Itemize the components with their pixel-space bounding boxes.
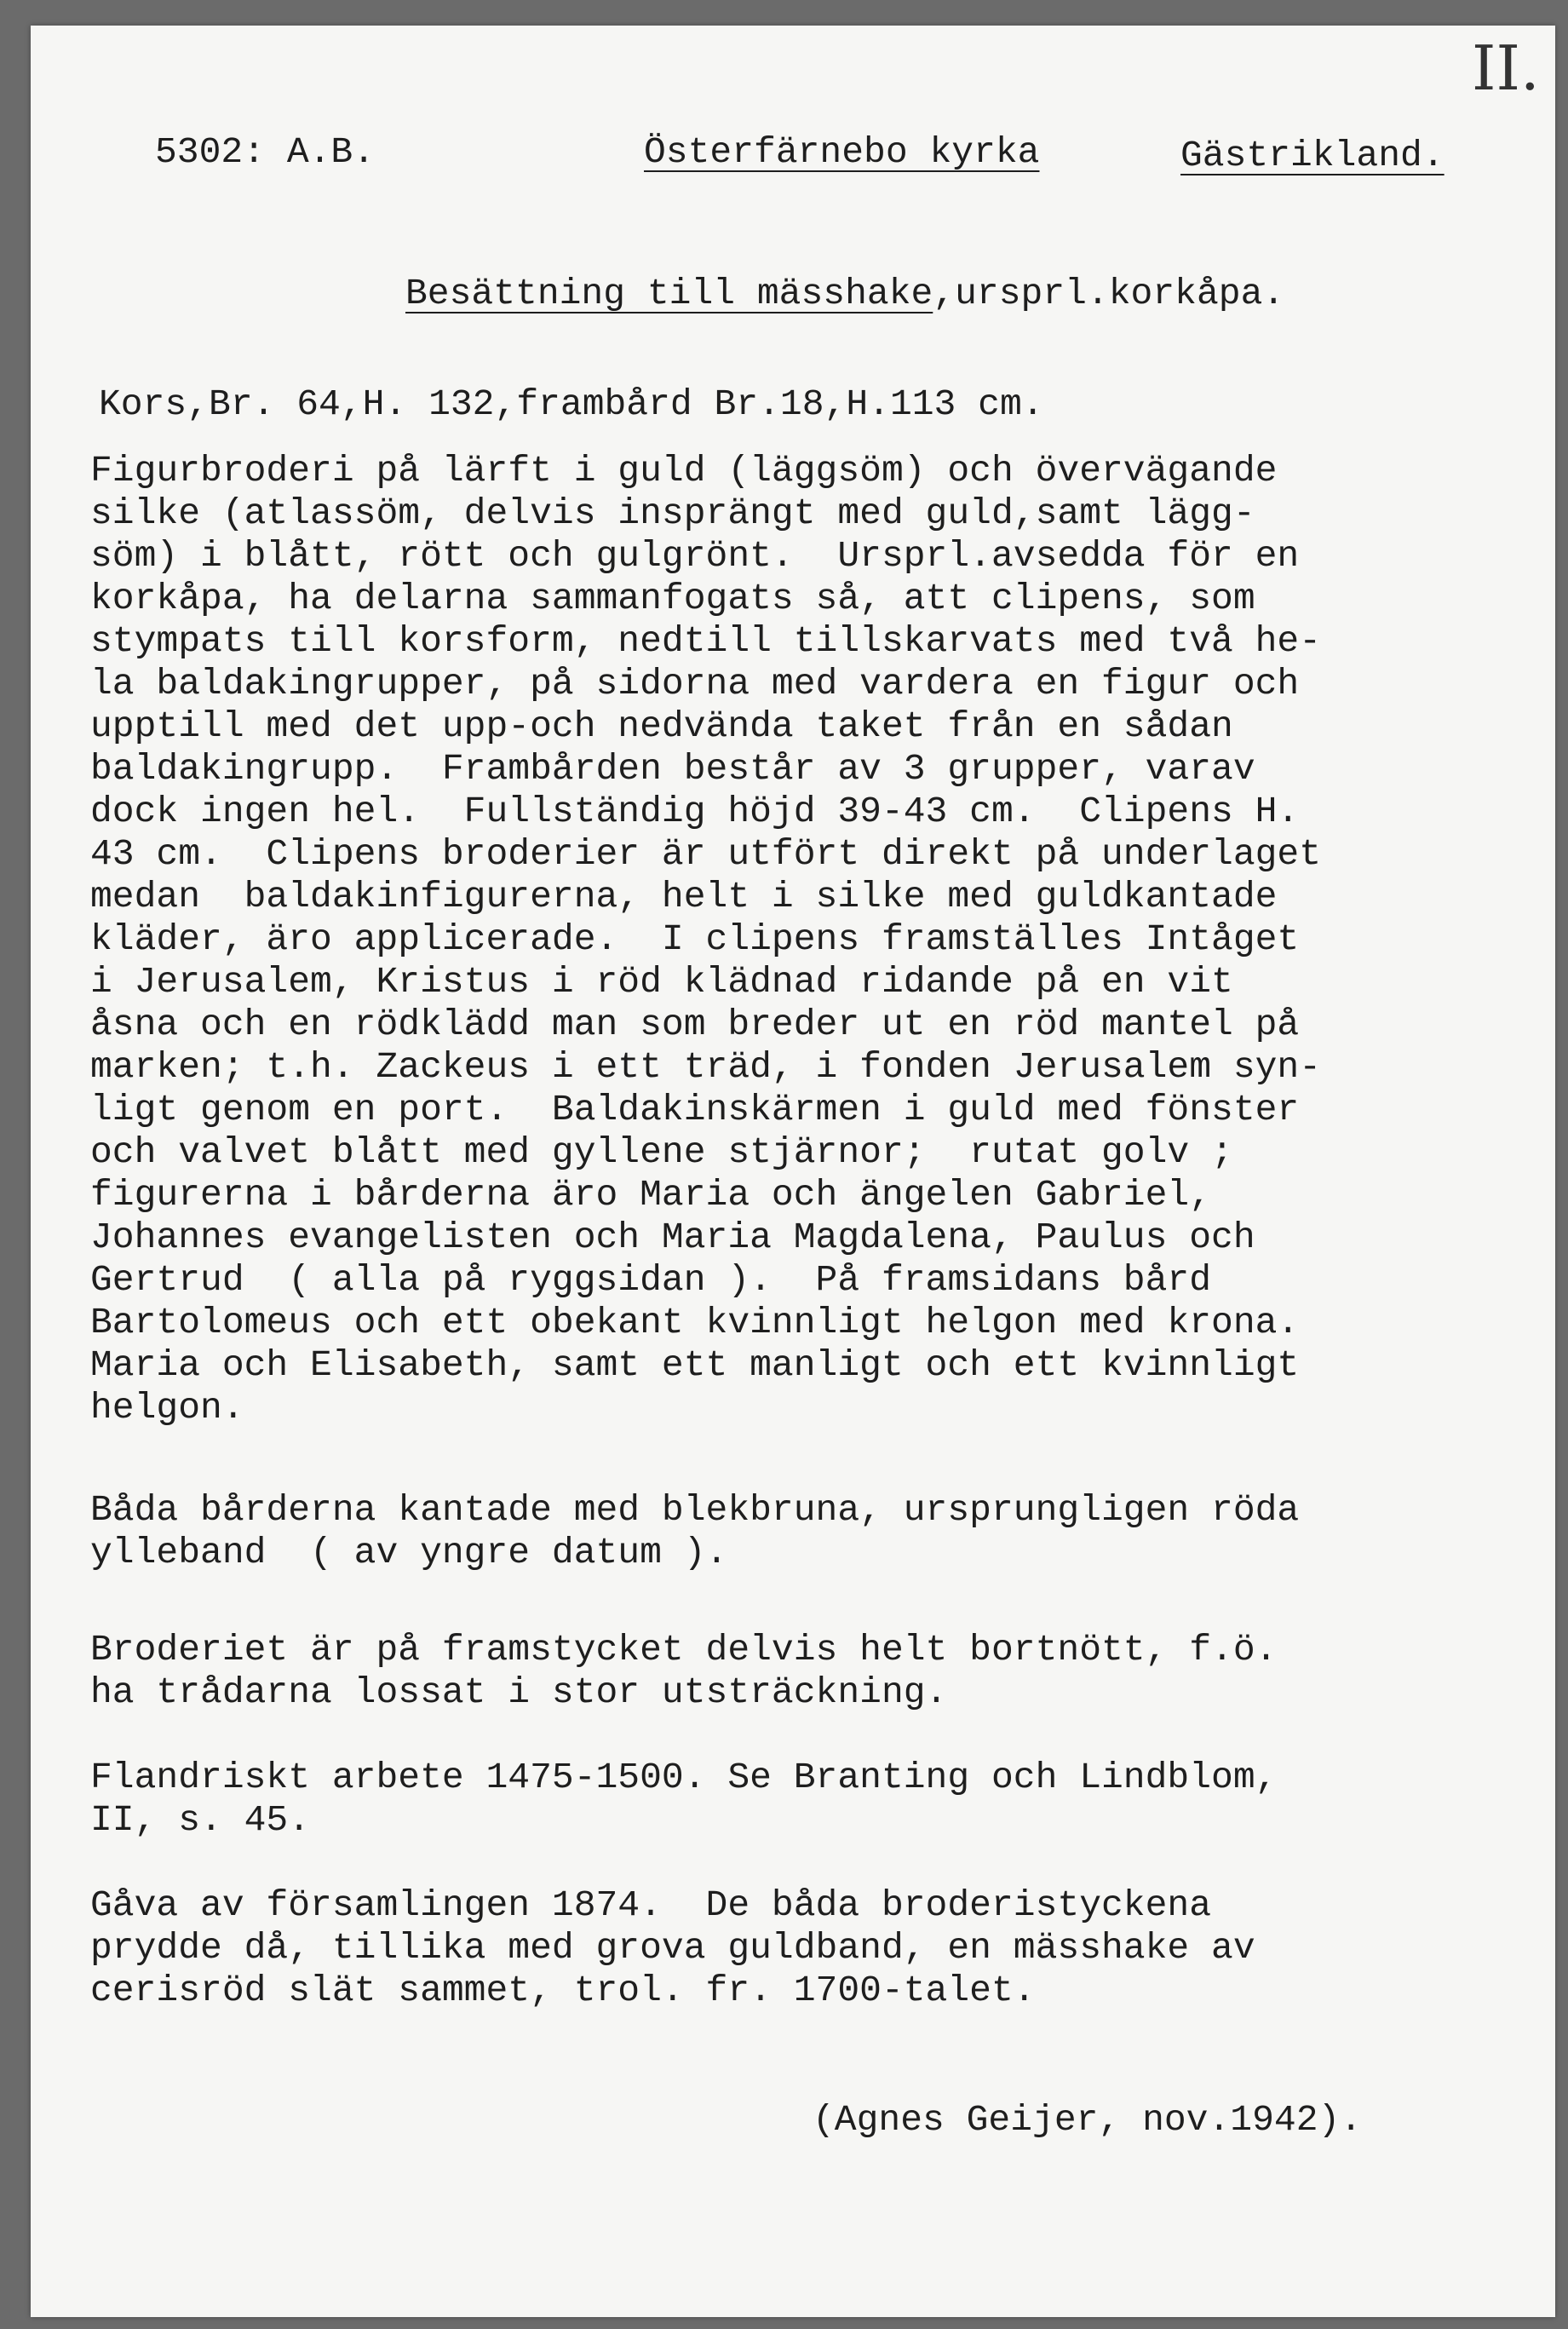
text-line: 43 cm. Clipens broderier är utfört direkt på underlaget: [90, 833, 1322, 875]
text-line: Maria och Elisabeth, samt ett manligt och ett kvinnligt: [90, 1344, 1300, 1386]
signature: (Agnes Geijer, nov.1942).: [813, 2099, 1363, 2141]
text-line: och valvet blått med gyllene stjärnor; rutat golv ;: [90, 1131, 1233, 1173]
text-line: cerisröd slät sammet, trol. fr. 1700-talet.: [90, 1970, 1036, 2011]
page-mark: II.: [1472, 32, 1540, 104]
object-title-underlined: Besättning till mässhake: [405, 273, 933, 314]
text-line: silke (atlassöm, delvis insprängt med guld,samt lägg-: [90, 492, 1255, 534]
measurements: Kors,Br. 64,H. 132,frambård Br.18,H.113 cm.: [99, 383, 1044, 425]
text-line: Figurbroderi på lärft i guld (läggsöm) och övervägande: [90, 450, 1278, 492]
text-line: ligt genom en port. Baldakinskärmen i guld med fönster: [90, 1089, 1300, 1130]
object-title-rest: ,ursprl.korkåpa.: [933, 273, 1285, 314]
text-line: korkåpa, ha delarna sammanfogats så, att clipens, som: [90, 578, 1255, 619]
object-title: [405, 273, 1284, 315]
text-line: figurerna i bårderna äro Maria och ängelen Gabriel,: [90, 1174, 1212, 1216]
text-line: kläder, äro applicerade. I clipens framställes Intåget: [90, 918, 1300, 960]
text-line: la baldakingrupper, på sidorna med vardera en figur och: [90, 663, 1300, 704]
text-line: helgon.: [90, 1387, 244, 1429]
description-paragraph: [90, 450, 1564, 1429]
origin-paragraph: [90, 1757, 1564, 1842]
text-line: åsna och en rödklädd man som breder ut en röd mantel på: [90, 1003, 1300, 1045]
catalog-card: [31, 26, 1555, 2317]
border-paragraph: [90, 1489, 1564, 1574]
text-line: stympats till korsform, nedtill tillskarvats med två he-: [90, 620, 1322, 662]
text-line: i Jerusalem, Kristus i röd klädnad ridande på en vit: [90, 961, 1233, 1003]
region-name: Gästrikland.: [1180, 135, 1445, 176]
text-line: marken; t.h. Zackeus i ett träd, i fonden Jerusalem syn-: [90, 1046, 1322, 1088]
text-line: dock ingen hel. Fullständig höjd 39-43 cm. Clipens H.: [90, 791, 1300, 832]
text-line: prydde då, tillika med grova guldband, en mässhake av: [90, 1927, 1255, 1969]
text-line: Gertrud ( alla på ryggsidan ). På framsidans bård: [90, 1259, 1212, 1301]
text-line: ylleband ( av yngre datum ).: [90, 1532, 728, 1573]
church-name: Österfärnebo kyrka: [644, 131, 1040, 173]
text-line: söm) i blått, rött och gulgrönt. Ursprl.avsedda för en: [90, 535, 1300, 577]
text-line: baldakingrupp. Frambården består av 3 grupper, varav: [90, 748, 1255, 790]
text-line: upptill med det upp-och nedvända taket från en sådan: [90, 705, 1233, 747]
gift-paragraph: [90, 1884, 1564, 2012]
text-line: Gåva av församlingen 1874. De båda broderistyckena: [90, 1884, 1212, 1926]
catalog-number: 5302: A.B.: [155, 131, 376, 173]
text-line: ha trådarna lossat i stor utsträckning.: [90, 1671, 948, 1713]
text-line: Broderiet är på framstycket delvis helt bortnött, f.ö.: [90, 1629, 1278, 1671]
text-line: medan baldakinfigurerna, helt i silke med guldkantade: [90, 876, 1278, 917]
text-line: II, s. 45.: [90, 1799, 311, 1841]
condition-paragraph: [90, 1629, 1564, 1714]
text-line: Bartolomeus och ett obekant kvinnligt helgon med krona.: [90, 1302, 1300, 1343]
text-line: Flandriskt arbete 1475-1500. Se Branting och Lindblom,: [90, 1757, 1278, 1798]
text-line: Johannes evangelisten och Maria Magdalena, Paulus och: [90, 1216, 1255, 1258]
text-line: Båda bårderna kantade med blekbruna, ursprungligen röda: [90, 1489, 1300, 1531]
